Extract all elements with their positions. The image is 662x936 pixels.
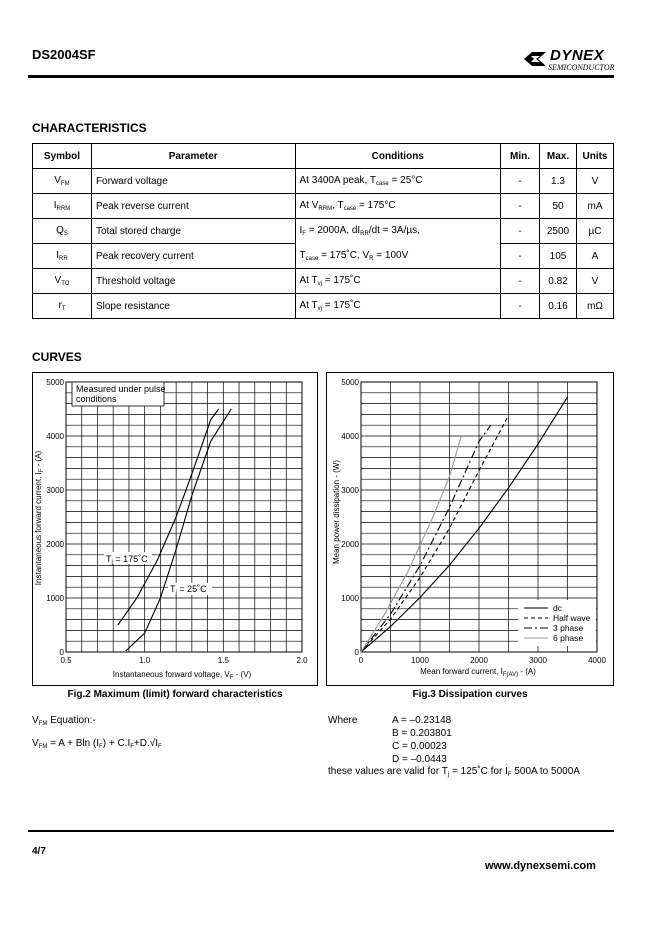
header-rule (28, 75, 614, 78)
characteristics-table (32, 143, 614, 319)
col-units: Units (576, 144, 613, 169)
fig2-caption: Fig.2 Maximum (limit) forward characteristics (67, 689, 283, 700)
x-tick-label: 2.0 (296, 656, 308, 665)
legend-label-2: 3 phase (553, 623, 584, 633)
row-parameter: Slope resistance (91, 294, 295, 319)
fig2-y-axis-label: Instantaneous forward current, $I_F - (A)$ (34, 450, 45, 586)
x-tick-label: 2000 (470, 656, 488, 665)
col-parameter: Parameter (91, 144, 295, 169)
where-label: Where (328, 715, 358, 726)
fig2-ticks (46, 378, 308, 665)
row-conditions: At 3400A peak, $T_{case} = 25^\circ C$ (295, 169, 501, 194)
x-tick-label: 3000 (529, 656, 547, 665)
row-unit: V (576, 269, 613, 294)
x-tick-label: 1.5 (217, 656, 229, 665)
row-symbol: $Q_S$ (33, 219, 92, 244)
fig3-x-axis-label: Mean forward current, $I_{F(AV)} - (A)$ (420, 667, 536, 678)
table-row (33, 269, 614, 294)
table-row (33, 194, 614, 219)
x-tick-label: 0 (358, 656, 364, 665)
table-row (33, 294, 614, 319)
row-min: - (501, 219, 540, 244)
y-tick-label: 0 (59, 648, 64, 657)
part-number: DS2004SF (32, 47, 96, 62)
dynex-mark-icon (522, 49, 548, 69)
row-min: - (501, 294, 540, 319)
pulse-note-line2: conditions (76, 394, 117, 404)
y-tick-label: 0 (354, 648, 359, 657)
vfm-equation-title: $V_{FM}$ Equation:- (32, 715, 96, 727)
plot-border (66, 382, 302, 652)
row-min: - (501, 244, 540, 269)
table-row (33, 244, 614, 269)
legend-label-1: Half wave (553, 613, 591, 623)
y-tick-label: 2000 (341, 540, 359, 549)
y-tick-label: 1000 (341, 594, 359, 603)
row-max: 0.82 (540, 269, 577, 294)
vfm-equation: $V_{FM} = A + Bln$ $(I_F) + C.I_F+D.√I_F$ (32, 738, 162, 750)
y-tick-label: 1000 (46, 594, 64, 603)
row-unit: mΩ (576, 294, 613, 319)
legend-label-0: dc (553, 603, 562, 613)
col-conditions: Conditions (295, 144, 501, 169)
coef-b: B = 0.203801 (392, 728, 452, 739)
dissipation-curves-chart (326, 372, 614, 686)
table-row (33, 219, 614, 244)
table-header-row (33, 144, 614, 169)
row-max: 105 (540, 244, 577, 269)
website-url: www.dynexsemi.com (485, 860, 596, 872)
fig2-grid (66, 382, 302, 652)
series-line-1 (126, 409, 231, 651)
legend-label-3: 6 phase (553, 633, 584, 643)
col-symbol: Symbol (33, 144, 92, 169)
brand-subtitle: SEMICONDUCTOR (548, 63, 615, 72)
row-parameter: Peak recovery current (91, 244, 295, 269)
row-max: 50 (540, 194, 577, 219)
row-parameter: Total stored charge (91, 219, 295, 244)
row-conditions: At $T_{vj}$ = 175˚C (295, 294, 501, 319)
row-symbol: $I_{RRM}$ (33, 194, 92, 219)
coef-a: A = –0.23148 (392, 715, 452, 726)
y-tick-label: 3000 (341, 486, 359, 495)
row-parameter: Peak reverse current (91, 194, 295, 219)
y-tick-label: 2000 (46, 540, 64, 549)
row-max: 1.3 (540, 169, 577, 194)
x-tick-label: 4000 (588, 656, 606, 665)
row-conditions: At $V_{RRM}$, $T_{case} = 175^\circ C$ (295, 194, 501, 219)
brand-name: DYNEX (550, 47, 605, 64)
fig2-x-axis-label: Instantaneous forward voltage, $V_F - (V)$ (112, 670, 252, 681)
row-symbol: $V_{FM}$ (33, 169, 92, 194)
row-unit: V (576, 169, 613, 194)
table-row (33, 169, 614, 194)
x-tick-label: 0.5 (60, 656, 72, 665)
fig2-series (118, 409, 231, 651)
coef-c: C = 0.00023 (392, 741, 447, 752)
series-label-tj175: $T_j$ = 175˚C (106, 554, 148, 566)
row-min: - (501, 194, 540, 219)
row-conditions: $I_F = 2000A$, $dI_{RR}/dt = 3A/\mu s$, (295, 219, 501, 244)
row-parameter: Forward voltage (91, 169, 295, 194)
forward-characteristics-chart (32, 372, 318, 686)
y-tick-label: 4000 (341, 432, 359, 441)
row-min: - (501, 169, 540, 194)
row-symbol: $r_T$ (33, 294, 92, 319)
validity-note: these values are valid for $T_j$ = 125˚C for $I_F$ 500A to 5000A (328, 766, 580, 778)
row-max: 2500 (540, 219, 577, 244)
row-symbol: $V_{TO}$ (33, 269, 92, 294)
row-min: - (501, 269, 540, 294)
row-max: 0.16 (540, 294, 577, 319)
dynex-logo (522, 47, 616, 75)
row-conditions: At $T_{vj}$ = 175˚C (295, 269, 501, 294)
x-tick-label: 1000 (411, 656, 429, 665)
y-tick-label: 3000 (46, 486, 64, 495)
x-tick-label: 1.0 (139, 656, 151, 665)
series-label-tj25: $T_j$ = 25˚C (170, 584, 207, 596)
coef-d: D = –0.0443 (392, 754, 447, 765)
col-min: Min. (501, 144, 540, 169)
curves-heading: CURVES (32, 350, 82, 364)
row-unit: µC (576, 219, 613, 244)
row-symbol: $I_{RR}$ (33, 244, 92, 269)
characteristics-heading: CHARACTERISTICS (32, 121, 147, 135)
y-tick-label: 5000 (341, 378, 359, 387)
pulse-note-line1: Measured under pulse (76, 384, 166, 394)
row-unit: A (576, 244, 613, 269)
row-parameter: Threshold voltage (91, 269, 295, 294)
fig3-y-axis-label: Mean power dissipation - (W) (332, 459, 341, 565)
row-conditions: $T_{case}$ = 175˚C, $V_R = 100V$ (295, 244, 501, 269)
y-tick-label: 4000 (46, 432, 64, 441)
fig3-caption: Fig.3 Dissipation curves (412, 689, 528, 700)
col-max: Max. (540, 144, 577, 169)
row-unit: mA (576, 194, 613, 219)
page-number: 4/7 (32, 846, 46, 857)
y-tick-label: 5000 (46, 378, 64, 387)
footer-rule (28, 830, 614, 832)
